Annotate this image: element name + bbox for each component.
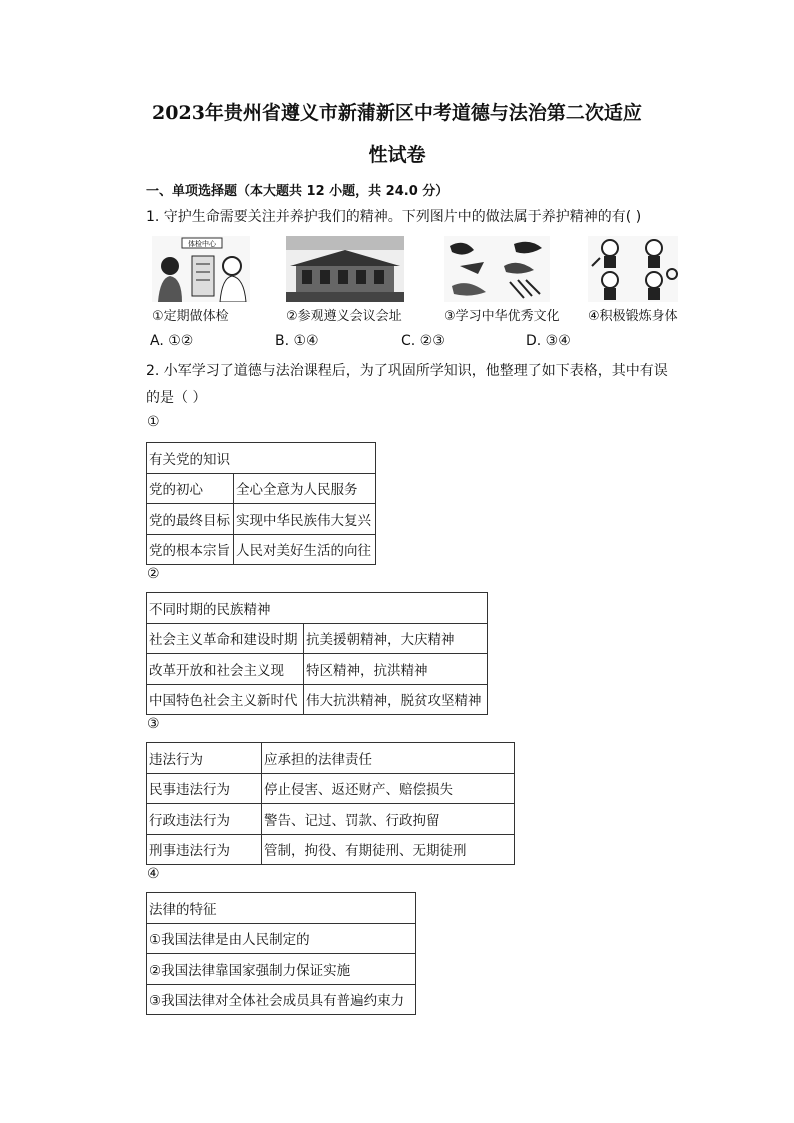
table-marker-3: ③ xyxy=(147,716,160,732)
table-cell: 警告、记过、罚款、行政拘留 xyxy=(262,804,515,835)
table-row xyxy=(147,443,376,474)
table-law-features xyxy=(146,892,416,1015)
table-row xyxy=(147,834,515,865)
section-heading: 一、单项选择题（本大题共 12 小题，共 24.0 分） xyxy=(146,184,449,199)
table-illegal-acts xyxy=(146,742,515,865)
table-cell: 抗美援朝精神，大庆精神 xyxy=(304,623,488,654)
table-cell: ①我国法律是由人民制定的 xyxy=(147,923,416,954)
table-cell: 特区精神，抗洪精神 xyxy=(304,654,488,685)
question-2-stem-line2: 的是（ ） xyxy=(146,390,207,406)
table-cell: 伟大抗洪精神，脱贫攻坚精神 xyxy=(304,684,488,715)
table-row xyxy=(147,473,376,504)
caption-1: ①定期做体检 xyxy=(152,309,229,324)
table-cell: ③我国法律对全体社会成员具有普遍约束力 xyxy=(147,984,416,1015)
picture-exercise xyxy=(588,236,678,302)
table-cell: 管制，拘役、有期徒刑、无期徒刑 xyxy=(262,834,515,865)
page-title-line2: 性试卷 xyxy=(368,144,426,166)
option-a[interactable]: A. ①② xyxy=(150,333,194,349)
table-party-knowledge xyxy=(146,442,376,565)
table-cell: 中国特色社会主义新时代 xyxy=(147,684,304,715)
table-cell: 全心全意为人民服务 xyxy=(234,473,376,504)
table-row xyxy=(147,893,416,924)
table-cell: 停止侵害、返还财产、赔偿损失 xyxy=(262,773,515,804)
option-b[interactable]: B. ①④ xyxy=(275,333,319,349)
table-row xyxy=(147,534,376,565)
table-cell: ②我国法律靠国家强制力保证实施 xyxy=(147,954,416,985)
table-row xyxy=(147,923,416,954)
table-cell: 党的最终目标 xyxy=(147,504,234,535)
table-cell: 改革开放和社会主义现 xyxy=(147,654,304,685)
table-cell: 行政违法行为 xyxy=(147,804,262,835)
page-title: 2023年贵州省遵义市新蒲新区中考道德与法治第二次适应 xyxy=(152,102,642,124)
caption-3: ③学习中华优秀文化 xyxy=(444,309,560,324)
picture-health-check xyxy=(152,236,250,302)
picture-sign-text: 体检中心 xyxy=(188,240,216,248)
question-2-stem: 2. 小军学习了道德与法治课程后，为了巩固所学知识，他整理了如下表格，其中有误 xyxy=(146,363,668,379)
table-row xyxy=(147,623,488,654)
picture-zunyi-conference-site xyxy=(286,236,404,302)
table-header-cell: 应承担的法律责任 xyxy=(262,743,515,774)
table-row xyxy=(147,954,416,985)
table-marker-2: ② xyxy=(147,566,160,582)
table-header: 不同时期的民族精神 xyxy=(147,593,488,624)
table-row xyxy=(147,654,488,685)
table-row xyxy=(147,984,416,1015)
table-marker-4: ④ xyxy=(147,866,160,882)
table-row xyxy=(147,504,376,535)
table-cell: 党的根本宗旨 xyxy=(147,534,234,565)
table-cell: 党的初心 xyxy=(147,473,234,504)
table-row xyxy=(147,684,488,715)
table-row xyxy=(147,773,515,804)
table-cell: 社会主义革命和建设时期 xyxy=(147,623,304,654)
table-header: 有关党的知识 xyxy=(147,443,376,474)
table-row xyxy=(147,743,515,774)
table-cell: 人民对美好生活的向往 xyxy=(234,534,376,565)
table-header-cell: 违法行为 xyxy=(147,743,262,774)
option-c[interactable]: C. ②③ xyxy=(401,333,445,349)
table-marker-1: ① xyxy=(147,414,160,430)
table-cell: 民事违法行为 xyxy=(147,773,262,804)
question-1-stem: 1. 守护生命需要关注并养护我们的精神。下列图片中的做法属于养护精神的有( ) xyxy=(146,209,642,225)
table-row xyxy=(147,804,515,835)
table-national-spirit xyxy=(146,592,488,715)
option-d[interactable]: D. ③④ xyxy=(526,333,571,349)
table-cell: 实现中华民族伟大复兴 xyxy=(234,504,376,535)
table-row xyxy=(147,593,488,624)
caption-2: ②参观遵义会议会址 xyxy=(286,309,402,324)
table-header: 法律的特征 xyxy=(147,893,416,924)
table-cell: 刑事违法行为 xyxy=(147,834,262,865)
caption-4: ④积极锻炼身体 xyxy=(588,309,678,324)
picture-chinese-culture xyxy=(444,236,550,302)
